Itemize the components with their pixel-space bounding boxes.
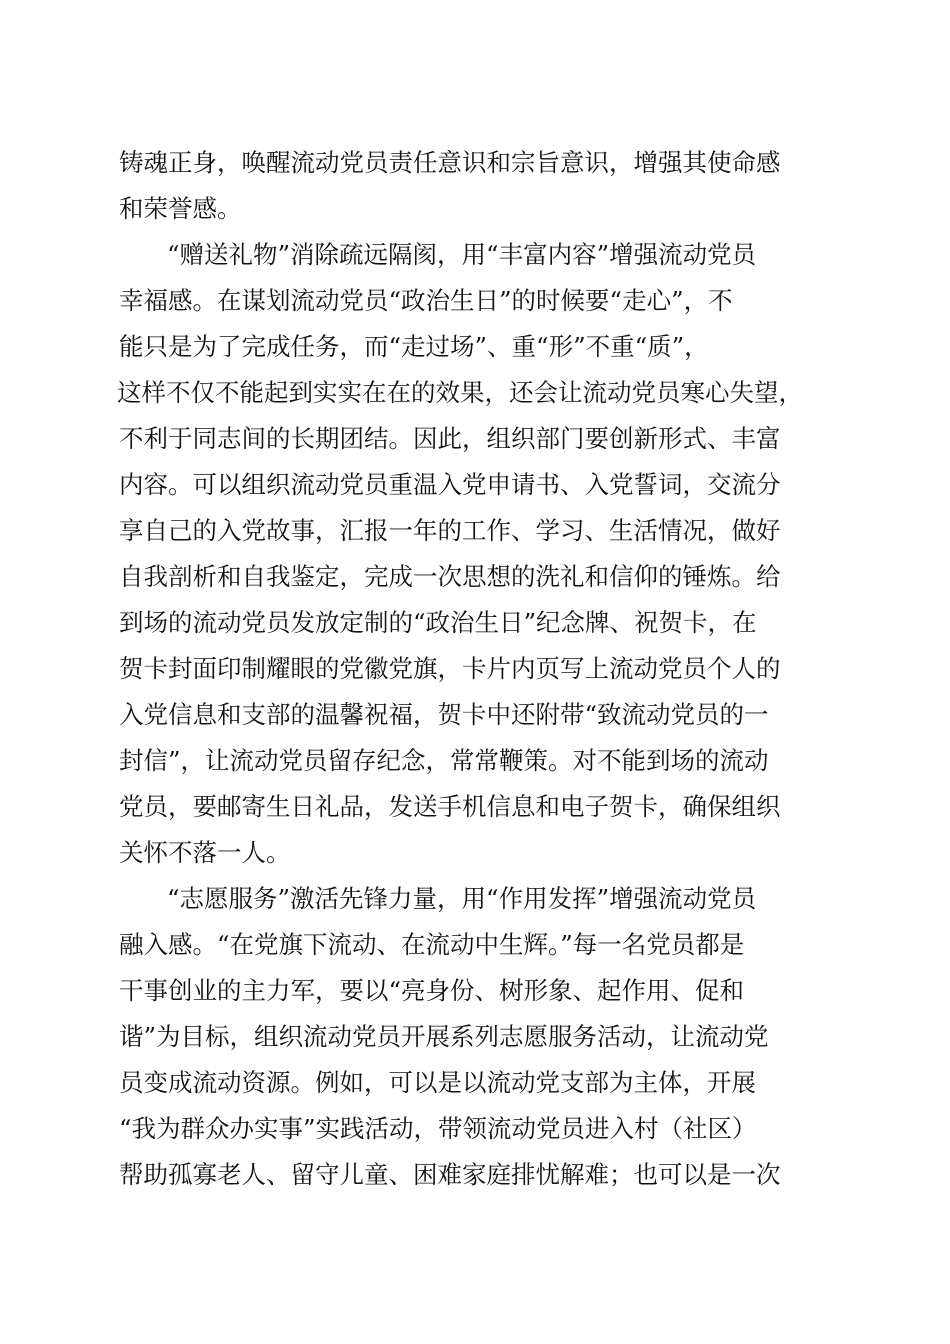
text-line: “我为群众办实事”实践活动，带领流动党员进入村（社区） [119, 1114, 757, 1143]
text-line: 融入感。“在党旗下流动、在流动中生辉。”每一名党员都是 [119, 930, 745, 959]
text-line: 铸魂正身，唤醒流动党员责任意识和宗旨意识，增强其使命感 [119, 148, 781, 177]
text-line: 谐”为目标，组织流动党员开展系列志愿服务活动，让流动党 [119, 1022, 769, 1051]
text-line: 员变成流动资源。例如，可以是以流动党支部为主体，开展 [119, 1068, 756, 1097]
paragraph-first-line: “赠送礼物”消除疏远隔阂，用“丰富内容”增强流动党员 [167, 240, 757, 269]
text-line: 封信”，让流动党员留存纪念，常常鞭策。对不能到场的流动 [119, 746, 769, 775]
text-line: 自我剖析和自我鉴定，完成一次思想的洗礼和信仰的锤炼。给 [119, 562, 781, 591]
text-line: 贺卡封面印制耀眼的党徽党旗，卡片内页写上流动党员个人的 [119, 654, 781, 683]
text-line: 幸福感。在谋划流动党员“政治生日”的时候要“走心”，不 [119, 286, 733, 315]
text-line: 能只是为了完成任务，而“走过场”、重“形”不重“质”， [119, 332, 709, 361]
text-line: 干事创业的主力军，要以“亮身份、树形象、起作用、促和 [119, 976, 745, 1005]
text-line: 内容。可以组织流动党员重温入党申请书、入党誓词，交流分 [119, 470, 781, 499]
text-line: 关怀不落一人。 [119, 838, 291, 867]
paragraph-first-line: “志愿服务”激活先锋力量，用“作用发挥”增强流动党员 [167, 884, 757, 913]
text-line: 到场的流动党员发放定制的“政治生日”纪念牌、祝贺卡，在 [119, 608, 757, 637]
text-line: 不利于同志间的长期团结。因此，组织部门要创新形式、丰富 [119, 424, 781, 453]
text-line: 帮助孤寡老人、留守儿童、困难家庭排忧解难；也可以是一次 [119, 1160, 781, 1189]
text-line: 党员，要邮寄生日礼品，发送手机信息和电子贺卡，确保组织 [119, 792, 781, 821]
text-line: 入党信息和支部的温馨祝福，贺卡中还附带“致流动党员的一 [119, 700, 769, 729]
text-line: 和荣誉感。 [119, 194, 242, 223]
text-line: 享自己的入党故事，汇报一年的工作、学习、生活情况，做好 [119, 516, 781, 545]
text-line: 这样不仅不能起到实实在在的效果，还会让流动党员寒心失望， [117, 378, 803, 407]
